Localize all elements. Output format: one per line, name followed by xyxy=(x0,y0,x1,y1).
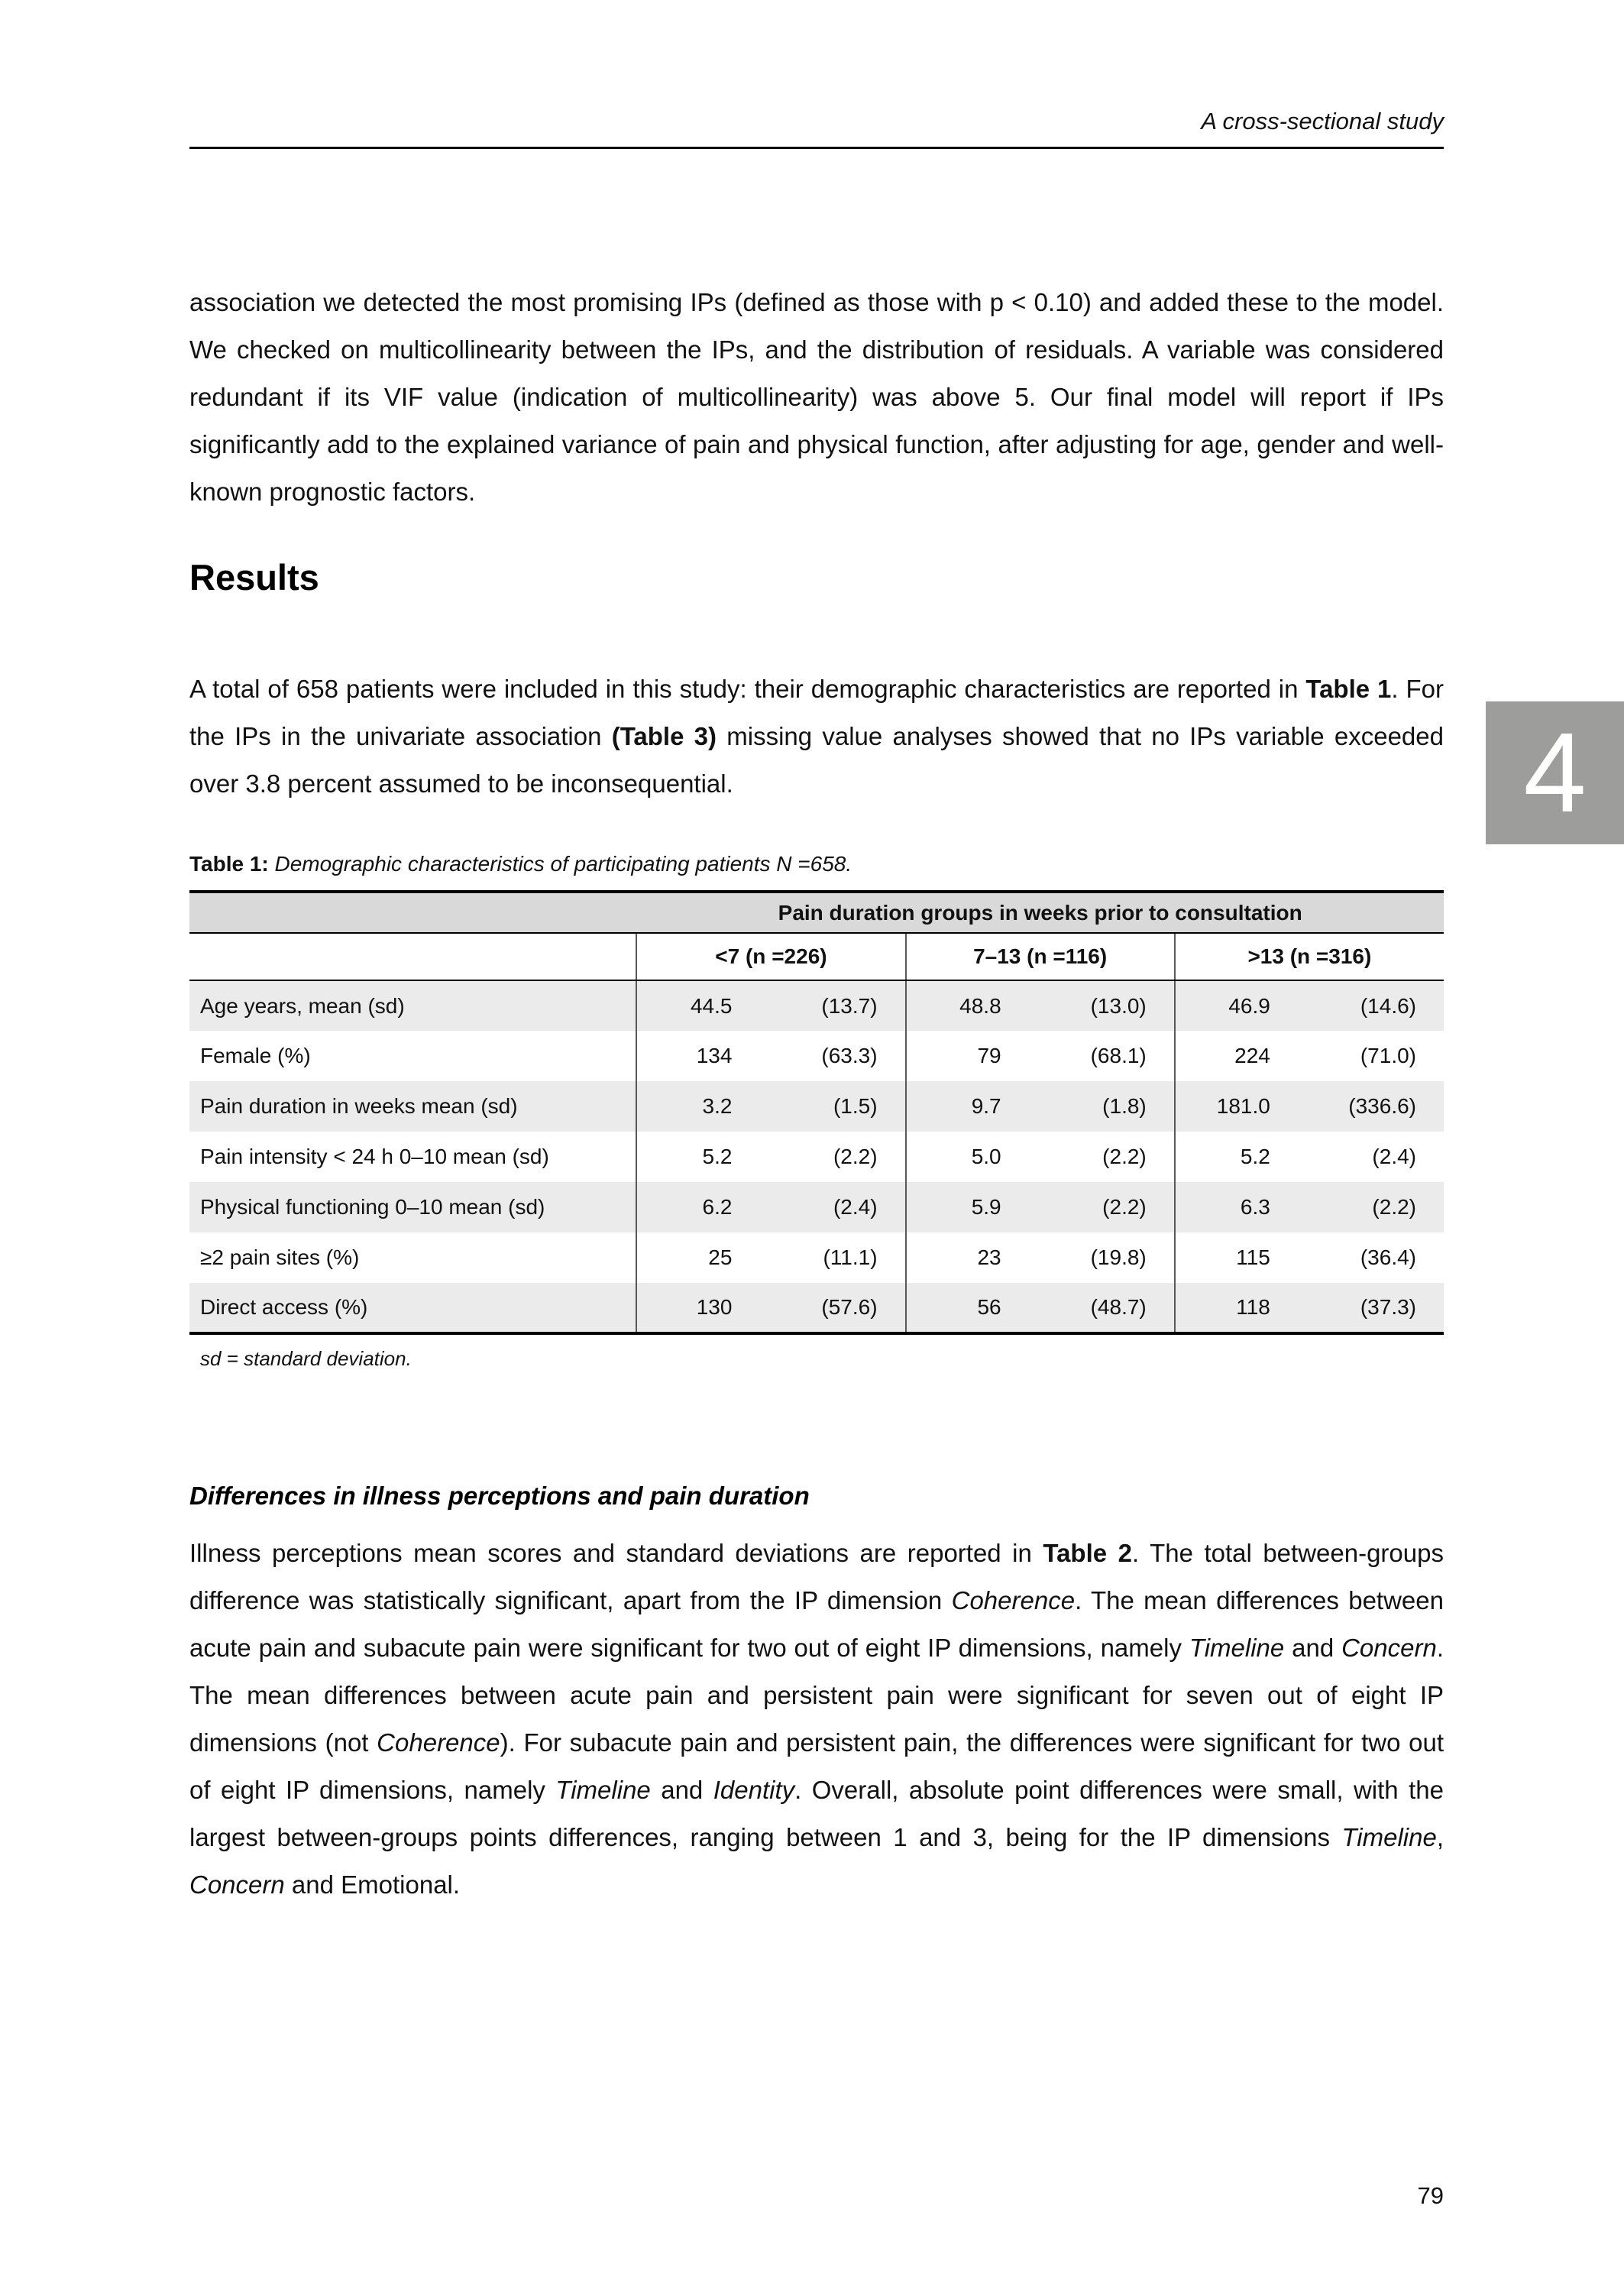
value-cell: 5.2 xyxy=(1175,1132,1301,1182)
value-cell: 5.2 xyxy=(636,1132,762,1182)
table1-demographics xyxy=(189,890,1444,1335)
value-cell: 115 xyxy=(1175,1232,1301,1283)
table1-footnote: sd = standard deviation. xyxy=(200,1347,412,1370)
table-row xyxy=(189,980,1444,1031)
table-subheader-row xyxy=(189,933,1444,980)
column-group-header-acute: <7 (n =226) xyxy=(636,933,905,980)
row-label: Age years, mean (sd) xyxy=(200,993,405,1018)
sd-cell: (2.2) xyxy=(1102,1145,1147,1168)
sd-cell: (14.6) xyxy=(1360,993,1416,1018)
table-row xyxy=(189,1232,1444,1283)
column-group-header-persistent: >13 (n =316) xyxy=(1175,933,1444,980)
value-cell: 118 xyxy=(1175,1283,1301,1333)
empty-cell xyxy=(189,933,636,980)
sd-cell: (37.3) xyxy=(1360,1295,1416,1319)
value-cell: 6.2 xyxy=(636,1182,762,1232)
paragraph-differences: Illness perceptions mean scores and standard deviations are reported in Table 2. The total between-groups difference was statistically significant, apart from the IP dimension Coherence. The mean differences between acute pain and subacute pain were significant for two out of eight IP dimensions, namely Timeline and Concern. The mean differences between acute pain and persistent pain were significant for seven out of eight IP dimensions (not Coherence). For subacute pain and persistent pain, the differences were significant for two out of eight IP dimensions, namely Timeline and Identity. Overall, absolute point differences were small, with the largest between-groups points differences, ranging between 1 and 3, being for the IP dimensions Timeline, Concern and Emotional. xyxy=(189,1539,1444,1899)
row-label: Pain intensity < 24 h 0–10 mean (sd) xyxy=(200,1145,549,1168)
sd-cell: (2.4) xyxy=(833,1195,878,1219)
corner-cell xyxy=(189,892,636,933)
paragraph-results-intro: A total of 658 patients were included in this study: their demographic characteristics are reported in Table 1. For the IPs in the univariate association (Table 3) missing value analyses showed that no IPs variable exceeded over 3.8 percent assumed to be inconsequential. xyxy=(189,675,1444,798)
value-cell: 25 xyxy=(636,1232,762,1283)
row-label: Physical functioning 0–10 mean (sd) xyxy=(200,1195,545,1219)
value-cell: 224 xyxy=(1175,1031,1301,1081)
sd-cell: (2.2) xyxy=(1372,1195,1416,1219)
value-cell: 181.0 xyxy=(1175,1081,1301,1132)
chapter-tab xyxy=(1486,701,1624,844)
sd-cell: (13.7) xyxy=(821,993,878,1018)
sd-cell: (68.1) xyxy=(1090,1044,1147,1067)
sd-cell: (336.6) xyxy=(1348,1094,1416,1118)
sd-cell: (48.7) xyxy=(1090,1295,1147,1319)
table1-caption: Table 1: Demographic characteristics of participating patients N =658. xyxy=(189,852,852,876)
sd-cell: (2.2) xyxy=(1102,1195,1147,1219)
value-cell: 79 xyxy=(906,1031,1032,1081)
row-label: Direct access (%) xyxy=(200,1295,368,1319)
sd-cell: (11.1) xyxy=(823,1245,878,1269)
table-row xyxy=(189,1283,1444,1333)
sd-cell: (1.8) xyxy=(1102,1094,1147,1118)
subsection-heading: Differences in illness perceptions and pain duration xyxy=(189,1482,810,1510)
running-head: A cross-sectional study xyxy=(1201,108,1444,134)
value-cell: 6.3 xyxy=(1175,1182,1301,1232)
table-row xyxy=(189,1081,1444,1132)
sd-cell: (13.0) xyxy=(1090,993,1147,1018)
value-cell: 48.8 xyxy=(906,980,1032,1031)
value-cell: 3.2 xyxy=(636,1081,762,1132)
sd-cell: (57.6) xyxy=(821,1295,878,1319)
value-cell: 134 xyxy=(636,1031,762,1081)
table-row xyxy=(189,1031,1444,1081)
page-number: 79 xyxy=(1417,2182,1444,2209)
table-header-row xyxy=(189,892,1444,933)
sd-cell: (71.0) xyxy=(1360,1044,1416,1067)
sd-cell: (2.2) xyxy=(833,1145,878,1168)
value-cell: 9.7 xyxy=(906,1081,1032,1132)
column-group-header-subacute: 7–13 (n =116) xyxy=(906,933,1175,980)
value-cell: 44.5 xyxy=(636,980,762,1031)
sd-cell: (63.3) xyxy=(821,1044,878,1067)
value-cell: 23 xyxy=(906,1232,1032,1283)
table-row xyxy=(189,1182,1444,1232)
sd-cell: (1.5) xyxy=(833,1094,878,1118)
sd-cell: (19.8) xyxy=(1090,1245,1147,1269)
row-label: Female (%) xyxy=(200,1044,311,1067)
paragraph-methods: association we detected the most promising IPs (defined as those with p < 0.10) and added these to the model. We checked on multicollinearity between the IPs, and the distribution of residuals. A variable was considered redundant if its VIF value (indication of multicollinearity) was above 5. Our final model will report if IPs significantly add to the explained variance of pain and physical function, after adjusting for age, gender and well-known prognostic factors. xyxy=(189,288,1444,506)
chapter-number: 4 xyxy=(1523,709,1587,836)
sd-cell: (2.4) xyxy=(1372,1145,1416,1168)
header-rule xyxy=(189,147,1444,149)
table-row xyxy=(189,1132,1444,1182)
results-heading: Results xyxy=(189,557,319,598)
table-group-title: Pain duration groups in weeks prior to consultation xyxy=(636,892,1444,933)
value-cell: 46.9 xyxy=(1175,980,1301,1031)
value-cell: 130 xyxy=(636,1283,762,1333)
value-cell: 5.9 xyxy=(906,1182,1032,1232)
value-cell: 5.0 xyxy=(906,1132,1032,1182)
row-label: ≥2 pain sites (%) xyxy=(200,1245,360,1269)
value-cell: 56 xyxy=(906,1283,1032,1333)
sd-cell: (36.4) xyxy=(1360,1245,1416,1269)
row-label: Pain duration in weeks mean (sd) xyxy=(200,1094,518,1118)
